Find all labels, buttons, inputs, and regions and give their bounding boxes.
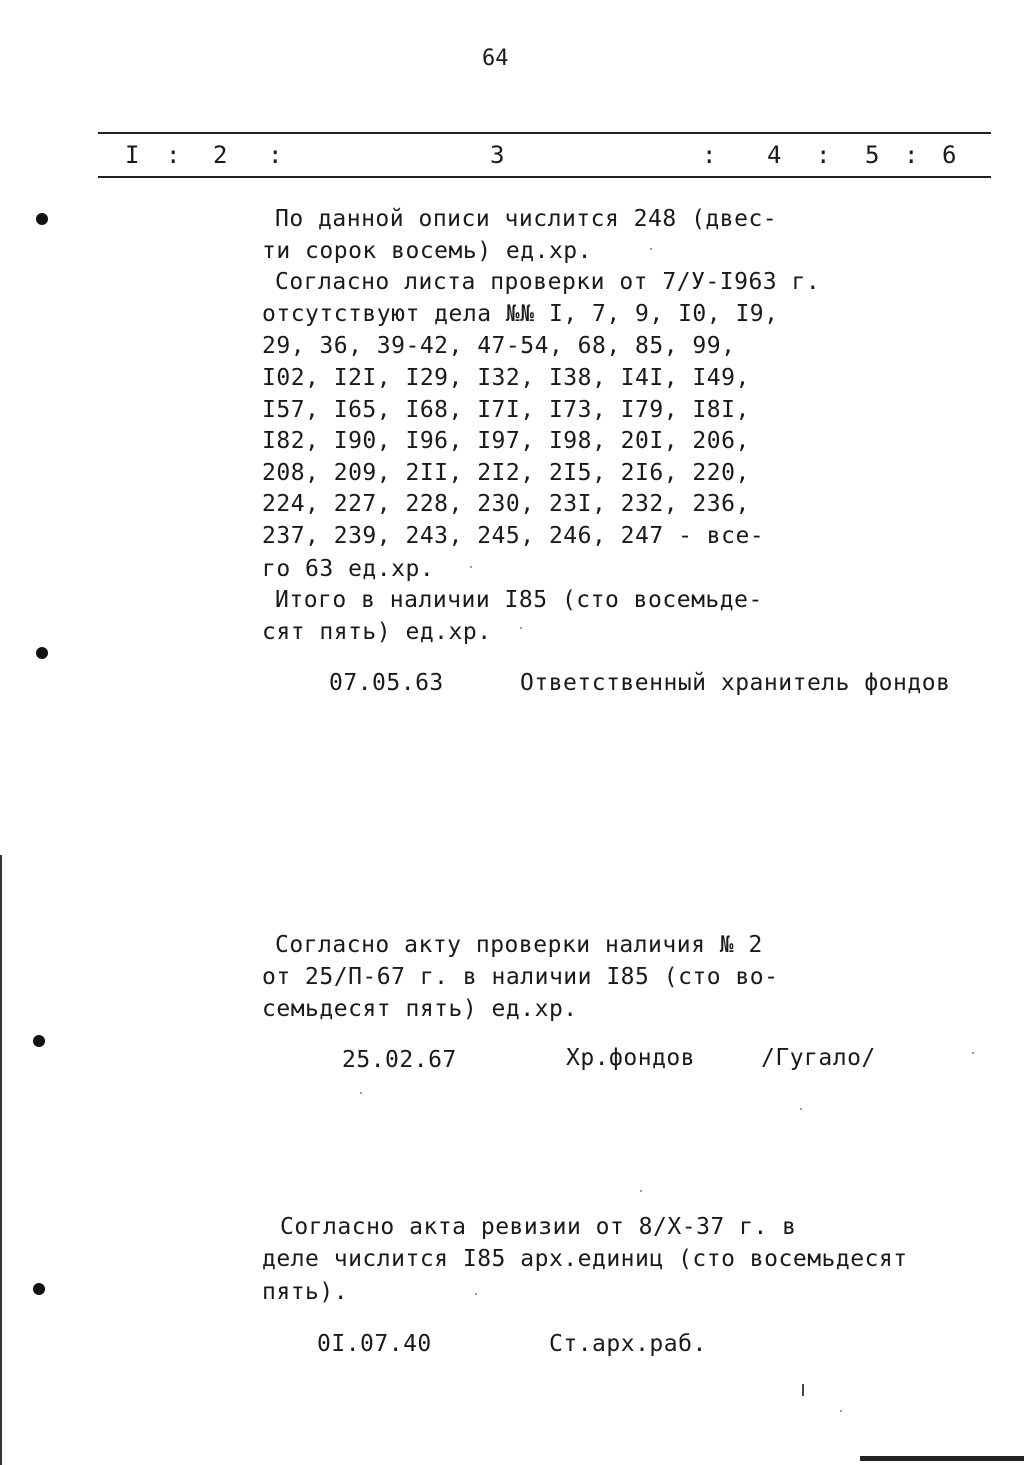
signer-title: Ст.арх.раб.	[549, 1331, 707, 1357]
punch-hole	[33, 1283, 45, 1295]
text-line: деле числится I85 арх.единиц (сто восемьдесят	[262, 1246, 908, 1272]
scan-speck	[475, 1293, 477, 1295]
date-stamp: 25.02.67	[342, 1047, 457, 1073]
column-header-4: 4	[767, 141, 782, 169]
text-line: 29, 36, 39-42, 47-54, 68, 85, 99,	[262, 333, 736, 359]
text-line: I82, I90, I96, I97, I98, 20I, 206,	[262, 428, 750, 454]
signer-title: Ответственный хранитель фондов	[520, 670, 951, 696]
column-header-5: 5	[865, 141, 880, 169]
scan-speck	[360, 1092, 362, 1094]
column-separator: :	[268, 141, 283, 169]
signer-name: /Гугало/	[761, 1045, 876, 1071]
scan-speck	[840, 1410, 842, 1412]
scan-speck	[520, 627, 522, 629]
column-header-2: 2	[213, 141, 228, 169]
text-line: 224, 227, 228, 230, 23I, 232, 236,	[262, 491, 750, 517]
text-line: пять).	[262, 1279, 349, 1305]
header-bottom-rule	[98, 176, 991, 178]
scan-speck	[470, 566, 472, 568]
scan-edge	[0, 855, 2, 1465]
text-line: Согласно акта ревизии от 8/Х-37 г. в	[280, 1214, 797, 1240]
text-line: По данной описи числится 248 (двес-	[275, 206, 778, 232]
punch-hole	[36, 213, 48, 225]
scan-speck	[972, 1052, 974, 1054]
column-header-6: 6	[942, 141, 957, 169]
scan-speck	[650, 248, 652, 250]
text-line: Согласно акту проверки наличия № 2	[275, 932, 763, 958]
text-line: отсутствуют дела №№ I, 7, 9, I0, I9,	[262, 301, 779, 327]
text-line: сят пять) ед.хр.	[262, 619, 492, 645]
text-line: от 25/П-67 г. в наличии I85 (сто во-	[262, 964, 779, 990]
scan-edge	[860, 1456, 1024, 1461]
text-line: I02, I2I, I29, I32, I38, I4I, I49,	[262, 365, 750, 391]
text-line: Согласно листа проверки от 7/У-I963 г.	[275, 269, 821, 295]
text-line: семьдесят пять) ед.хр.	[262, 996, 578, 1022]
scan-speck	[800, 1108, 802, 1110]
scan-speck	[802, 1384, 804, 1396]
date-stamp: 07.05.63	[329, 670, 444, 696]
column-separator: :	[904, 141, 919, 169]
text-line: ти сорок восемь) ед.хр.	[262, 238, 592, 264]
column-separator: :	[702, 141, 717, 169]
column-header-3: 3	[490, 141, 505, 169]
punch-hole	[33, 1035, 45, 1047]
text-line: 237, 239, 243, 245, 246, 247 - все-	[262, 523, 765, 549]
date-stamp: 0I.07.40	[317, 1331, 432, 1357]
page-number: 64	[482, 46, 509, 71]
signer-title: Хр.фондов	[566, 1045, 696, 1071]
column-header-1: I	[125, 141, 140, 169]
text-line: го 63 ед.хр.	[262, 556, 435, 582]
header-top-rule	[98, 132, 991, 134]
text-line: I57, I65, I68, I7I, I73, I79, I8I,	[262, 397, 750, 423]
text-line: 208, 209, 2II, 2I2, 2I5, 2I6, 220,	[262, 460, 750, 486]
column-separator: :	[166, 141, 181, 169]
text-line: Итого в наличии I85 (сто восемьде-	[275, 587, 763, 613]
scan-speck	[640, 1190, 642, 1192]
punch-hole	[36, 647, 48, 659]
column-separator: :	[816, 141, 831, 169]
